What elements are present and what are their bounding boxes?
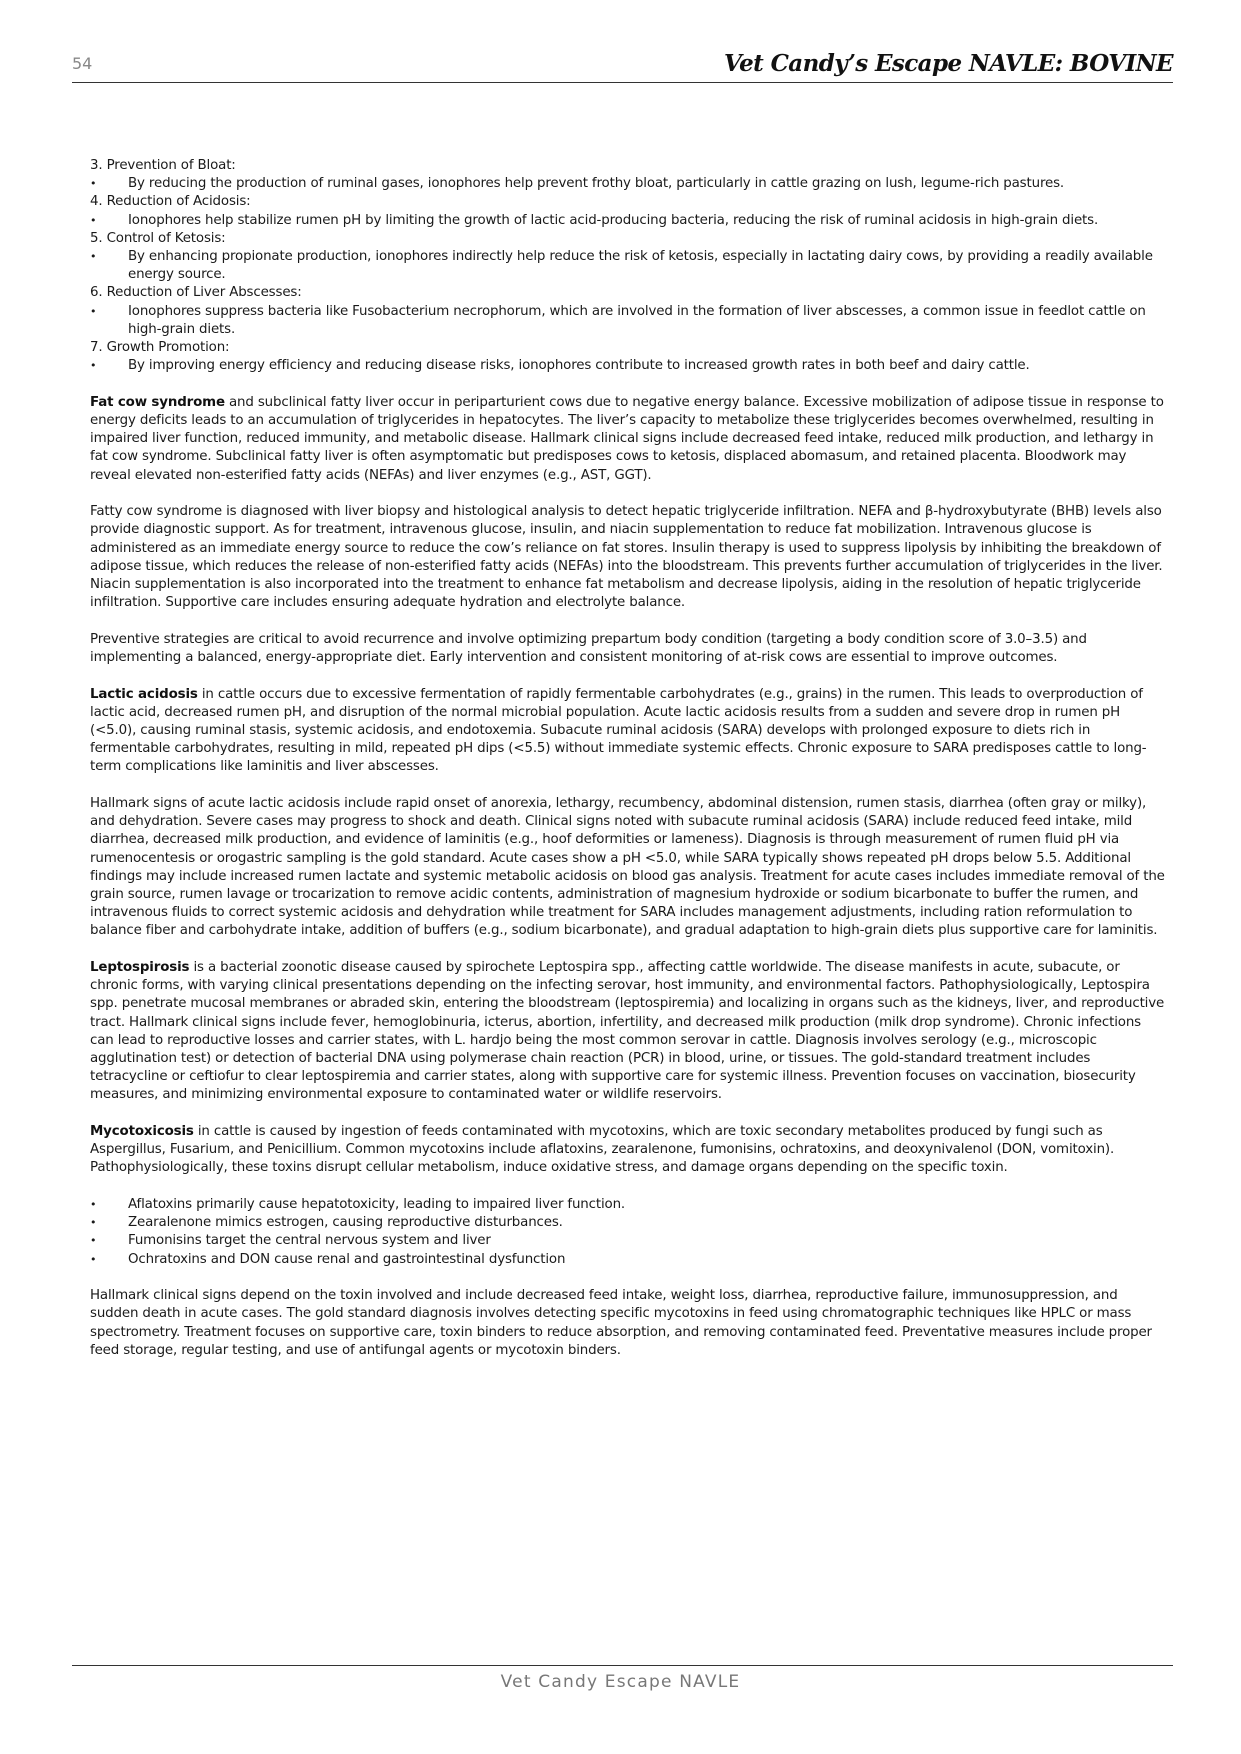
- benefit-bullet: • Ionophores help stabilize rumen pH by limiting the growth of lactic acid-producing bacteria, reducing the risk of ruminal acidosis in high-grain diets.: [90, 212, 1166, 230]
- footer-text: Vet Candy Escape NAVLE: [500, 1672, 741, 1692]
- list-item: • Ochratoxins and DON cause renal and gastrointestinal dysfunction: [90, 1251, 1166, 1269]
- mycotoxin-list: [90, 1196, 1166, 1269]
- fat-cow-paragraph-3: Preventive strategies are critical to avoid recurrence and involve optimizing prepartum body condition (targeting a body condition score of 3.0–3.5) and implementing a balanced, energy-appropriate diet. Early intervention and consistent monitoring of at-risk cows are essential to improve outcomes.: [90, 631, 1087, 666]
- benefit-heading: 3. Prevention of Bloat:: [90, 158, 236, 173]
- benefit-bullet: • Ionophores suppress bacteria like Fusobacterium necrophorum, which are involved in the formation of liver abscesses, a common issue in feedlot cattle on high-grain diets.: [90, 303, 1166, 339]
- list-item: • Aflatoxins primarily cause hepatotoxicity, leading to impaired liver function.: [90, 1196, 1166, 1214]
- header-rule: [72, 82, 1173, 83]
- body-content: [90, 157, 1166, 1378]
- lactic-acidosis-paragraph-1: [90, 686, 1166, 777]
- mycotoxicosis-paragraph-2: Hallmark clinical signs depend on the toxin involved and include decreased feed intake, weight loss, diarrhea, reproductive failure, immunosuppression, and sudden death in acute cases. The gold standard diagnosis involves detecting specific mycotoxins in feed using chromatographic techniques like HPLC or mass spectrometry. Treatment focuses on supportive care, toxin binders to reduce absorption, and removing contaminated feed. Preventative measures include proper feed storage, regular testing, and use of antifungal agents or mycotoxin binders.: [90, 1288, 1152, 1358]
- lactic-acidosis-paragraph-2: Hallmark signs of acute lactic acidosis include rapid onset of anorexia, lethargy, recumbency, abdominal distension, rumen stasis, diarrhea (often gray or milky), and dehydration. Severe cases may progress to shock and death. Clinical signs noted with subacute ruminal acidosis (SARA) include reduced feed intake, mild diarrhea, decreased milk production, and evidence of laminitis (e.g., hoof deformities or lameness). Diagnosis is through measurement of rumen fluid pH via rumenocentesis or orogastric sampling is the gold standard. Acute cases show a pH <5.0, while SARA typically shows repeated pH drops below 5.5. Additional findings may include increased rumen lactate and systemic metabolic acidosis on blood gas analysis. Treatment for acute cases includes immediate removal of the grain source, rumen lavage or trocarization to remove acidic contents, administration of magnesium hydroxide or sodium bicarbonate to buffer the rumen, and intravenous fluids to correct systemic acidosis and dehydration while treatment for SARA includes management adjustments, including ration reformulation to balance fiber and carbohydrate intake, addition of buffers (e.g., sodium bicarbonate), and gradual adaptation to high-grain diets plus supportive care for laminitis.: [90, 796, 1165, 939]
- list-item: • Zearalenone mimics estrogen, causing reproductive disturbances.: [90, 1214, 1166, 1232]
- fat-cow-paragraph-2: Fatty cow syndrome is diagnosed with liver biopsy and histological analysis to detect hepatic triglyceride infiltration. NEFA and β-hydroxybutyrate (BHB) levels also provide diagnostic support. As for treatment, intravenous glucose, insulin, and niacin supplementation to reduce fat mobilization. Intravenous glucose is administered as an immediate energy source to reduce the cow’s reliance on fat stores. Insulin therapy is used to suppress lipolysis by inhibiting the breakdown of adipose tissue, which reduces the release of non-esterified fatty acids (NEFAs) into the bloodstream. This prevents further accumulation of triglycerides in the liver. Niacin supplementation is also incorporated into the treatment to enhance fat metabolism and decrease lipolysis, aiding in the resolution of hepatic triglyceride infiltration. Supportive care includes ensuring adequate hydration and electrolyte balance.: [90, 504, 1163, 611]
- lactic-acidosis-text: in cattle occurs due to excessive fermentation of rapidly fermentable carbohydrates (e.g., grains) in the rumen. This leads to overproduction of lactic acid, decreased rumen pH, and disruption of the normal microbial population. Acute lactic acidosis results from a sudden and severe drop in rumen pH (<5.0), causing ruminal stasis, systemic acidosis, and endotoxemia. Subacute ruminal acidosis (SARA) develops with prolonged exposure to diets rich in fermentable carbohydrates, resulting in mild, repeated pH dips (<5.5) without immediate systemic effects. Chronic exposure to SARA predisposes cattle to long-term complications like laminitis and liver abscesses.: [90, 686, 1147, 775]
- list-item: • Fumonisins target the central nervous system and liver: [90, 1232, 1166, 1250]
- benefit-bullet: • By reducing the production of ruminal gases, ionophores help prevent frothy bloat, particularly in cattle grazing on lush, legume-rich pastures.: [90, 175, 1166, 193]
- term-mycotoxicosis: Mycotoxicosis: [90, 1124, 194, 1140]
- benefit-bullet: • By improving energy efficiency and reducing disease risks, ionophores contribute to increased growth rates in both beef and dairy cattle.: [90, 357, 1166, 375]
- benefit-list: [90, 157, 1166, 375]
- leptospirosis-paragraph: [90, 959, 1166, 1105]
- page-number: 54: [72, 54, 93, 73]
- leptospirosis-text: is a bacterial zoonotic disease caused by spirochete Leptospira spp., affecting cattle worldwide. The disease manifests in acute, subacute, or chronic forms, with varying clinical presentations depending on the infecting serovar, host immunity, and environmental factors. Pathophysiologically, Leptospira spp. penetrate mucosal membranes or abraded skin, entering the bloodstream (leptospiremia) and localizing in organs such as the kidneys, liver, and reproductive tract. Hallmark clinical signs include fever, hemoglobinuria, icterus, abortion, infertility, and decreased milk production (milk drop syndrome). Chronic infections can lead to reproductive losses and carrier states, with L. hardjo being the most common serovar in cattle. Diagnosis involves serology (e.g., microscopic agglutination test) or detection of bacterial DNA using polymerase chain reaction (PCR) in blood, urine, or tissues. The gold-standard treatment includes tetracycline or ceftiofur to clear leptospiremia and carrier states, along with supportive care for systemic illness. Prevention focuses on vaccination, biosecurity measures, and minimizing environmental exposure to contaminated water or wildlife reservoirs.: [90, 960, 1165, 1103]
- term-lactic-acidosis: Lactic acidosis: [90, 686, 198, 702]
- benefit-heading: 6. Reduction of Liver Abscesses:: [90, 285, 302, 301]
- benefit-heading: 7. Growth Promotion:: [90, 340, 230, 356]
- benefit-heading: 5. Control of Ketosis:: [90, 230, 226, 246]
- term-fat-cow-syndrome: Fat cow syndrome: [90, 394, 225, 410]
- running-title: Vet Candy’s Escape NAVLE: BOVINE: [724, 50, 1173, 77]
- footer-rule: [72, 1665, 1173, 1666]
- fat-cow-text: and subclinical fatty liver occur in periparturient cows due to negative energy balance. Excessive mobilization of adipose tissue in response to energy deficits leads to an accumulation of triglycerides in hepatocytes. The liver’s capacity to metabolize these triglycerides becomes overwhelmed, resulting in impaired liver function, reduced immunity, and metabolic disease. Hallmark clinical signs include decreased feed intake, reduced milk production, and lethargy in fat cow syndrome. Subclinical fatty liver is often asymptomatic but predisposes cows to ketosis, displaced abomasum, and retained placenta. Bloodwork may reveal elevated non-esterified fatty acids (NEFAs) and liver enzymes (e.g., AST, GGT).: [90, 394, 1164, 483]
- mycotoxicosis-text: in cattle is caused by ingestion of feeds contaminated with mycotoxins, which are toxic secondary metabolites produced by fungi such as Aspergillus, Fusarium, and Penicillium. Common mycotoxins include aflatoxins, zearalenone, fumonisins, ochratoxins, and deoxynivalenol (DON, vomitoxin). Pathophysiologically, these toxins disrupt cellular metabolism, induce oxidative stress, and damage organs depending on the specific toxin.: [90, 1124, 1115, 1176]
- term-leptospirosis: Leptospirosis: [90, 960, 190, 976]
- mycotoxicosis-paragraph-1: [90, 1123, 1166, 1178]
- benefit-heading: 4. Reduction of Acidosis:: [90, 194, 251, 210]
- fat-cow-paragraph-1: [90, 394, 1166, 485]
- benefit-bullet: • By enhancing propionate production, ionophores indirectly help reduce the risk of ketosis, especially in lactating dairy cows, by providing a readily available energy source.: [90, 248, 1166, 284]
